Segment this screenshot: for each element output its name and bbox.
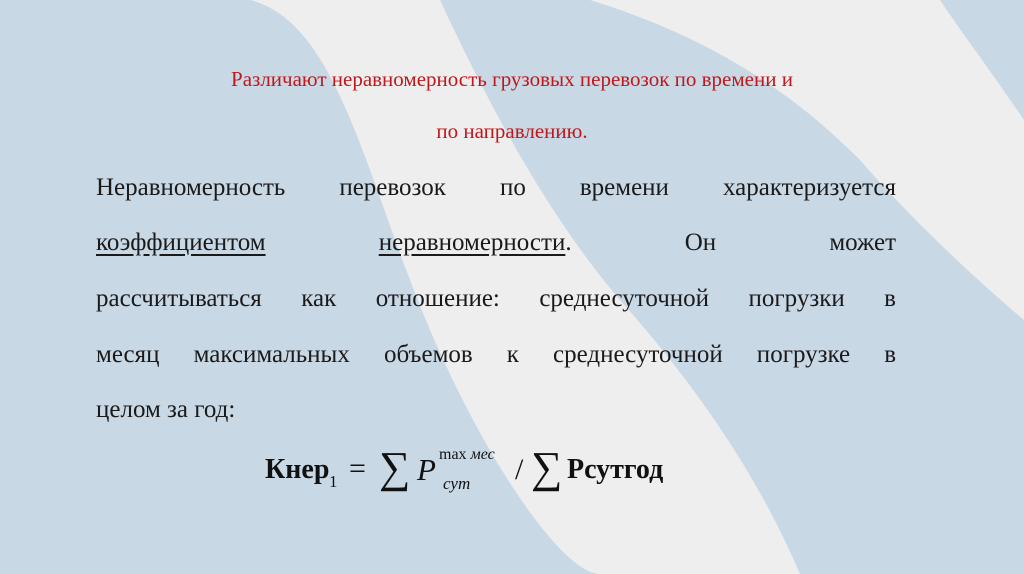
formula-rhs: Рсутгод	[567, 454, 664, 485]
paragraph-line-4-text: месяц максимальных объемов к среднесуточной погрузке в	[96, 341, 896, 368]
paragraph-line-1	[96, 174, 896, 202]
term-unevenness: неравномерности	[378, 229, 566, 256]
slide-heading-line-2: по направлению.	[436, 119, 588, 143]
paragraph-line-5	[96, 396, 896, 424]
period: .	[565, 229, 572, 256]
slide-heading-line-1: Различают неравномерность грузовых перевозок по времени и	[231, 67, 793, 91]
formula	[265, 440, 705, 510]
formula-p-subscript: сут	[443, 474, 471, 493]
paragraph-line-3-text: рассчитываться как отношение: среднесуточной погрузки в	[96, 285, 896, 312]
paragraph-line-1-text: Неравномерность перевозок по времени характеризуется	[96, 174, 896, 201]
formula-p-superscript: max мес	[439, 446, 495, 463]
formula-sum-symbol-2: ∑	[531, 443, 563, 492]
paragraph-line-5-text: целом за год:	[96, 396, 236, 423]
formula-sum-symbol: ∑	[379, 443, 411, 492]
paragraph-line-2	[96, 229, 896, 257]
formula-p-symbol: P	[417, 452, 436, 487]
word-on: Он	[684, 229, 717, 256]
term-coefficient: коэффициентом	[96, 229, 266, 256]
formula-lhs: Кнер	[265, 454, 330, 485]
paragraph-line-3	[96, 285, 896, 313]
formula-equals: =	[349, 452, 366, 485]
formula-lhs-subscript: 1	[329, 472, 338, 491]
paragraph-line-4	[96, 341, 896, 369]
formula-slash: /	[515, 453, 524, 486]
word-mozhet: может	[829, 229, 897, 256]
